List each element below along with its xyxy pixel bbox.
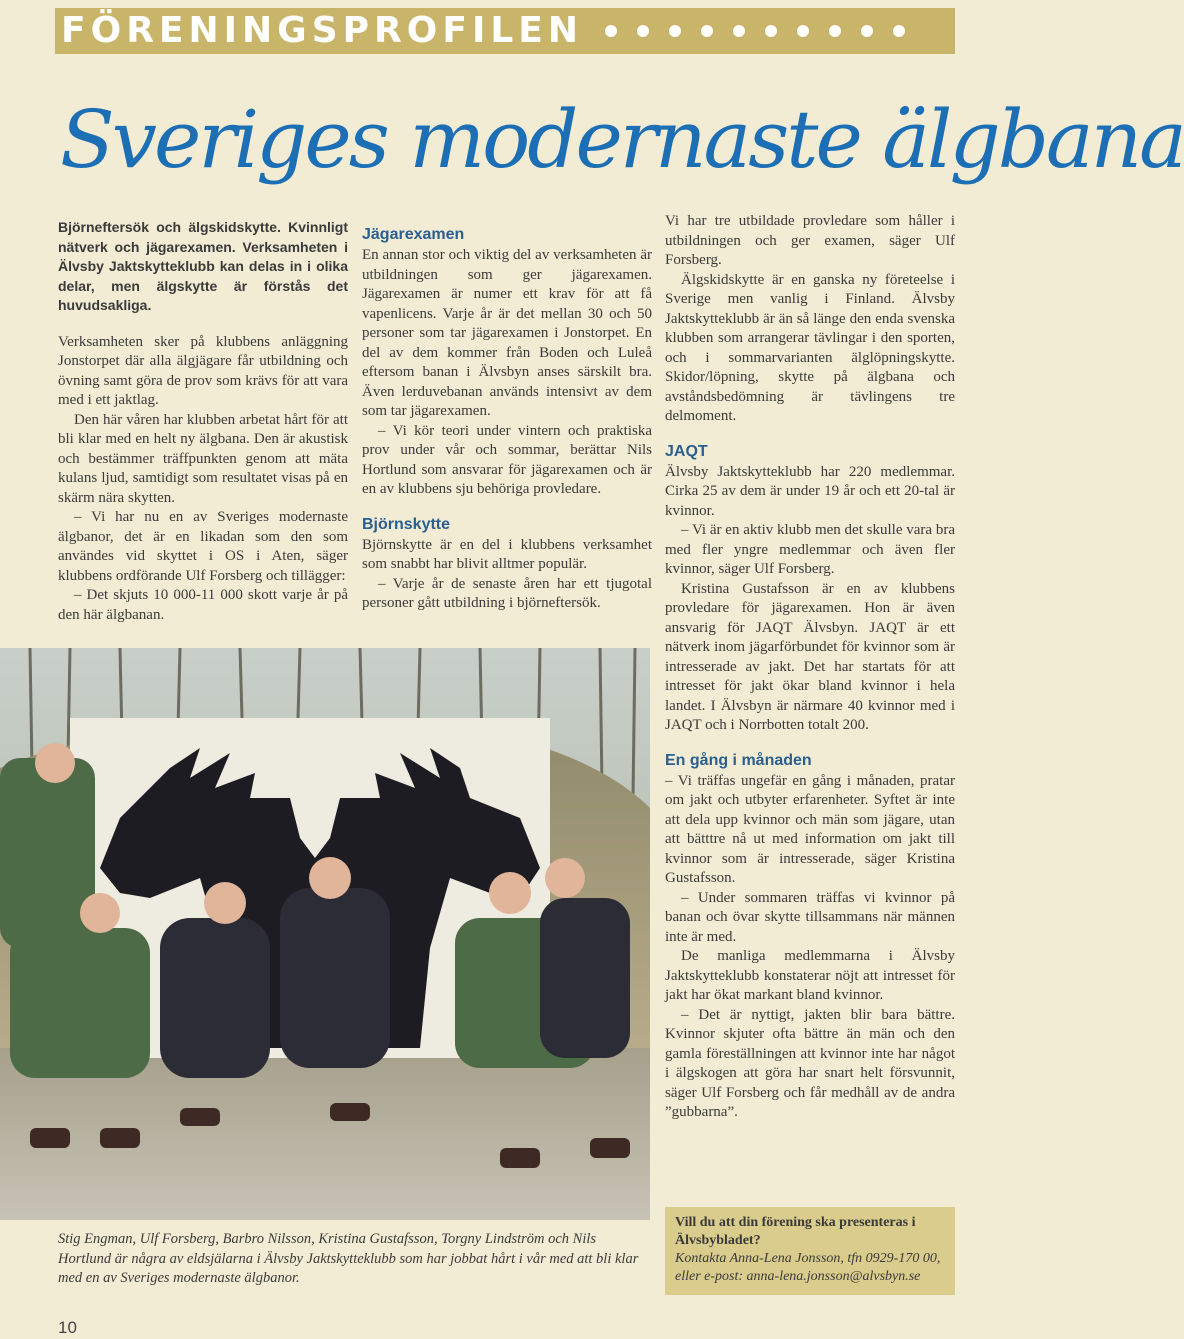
bullet-dot-icon xyxy=(765,25,777,37)
paragraph: Älvsby Jaktskytteklubb har 220 medlemmar. Cirka 25 av dem är under 19 år och ett 20-tal är kvinnor. xyxy=(665,463,955,519)
paragraph: Kristina Gustafsson är en av klubbens provledare för jägarexamen. Hon är även ansvarig för JAQT Älvsbyn. JAQT är ett nätverk inom jägarförbundet för kvinnor som är intresserade av jakt. Det har startats för att intresset för jakt ökar bland kvinnor i hela landet. I Älvsbyn är närmare 40 kvinnor med i JAQT och i Norrbotten totalt 200. xyxy=(665,580,955,733)
paragraph: – Under sommaren träffas vi kvinnor på banan och övar skytte tillsammans när männen inte är med. xyxy=(665,889,955,945)
infobox-body: Kontakta Anna-Lena Jonsson, tfn 0929-170 00, eller e-post: anna-lena.jonsson@alvsbyn.se xyxy=(675,1251,941,1284)
article-column-1 xyxy=(58,218,348,625)
bullet-dot-icon xyxy=(797,25,809,37)
paragraph: Vi har tre utbildade provledare som håller i utbildningen och ger examen, säger Ulf Forsberg. xyxy=(665,213,955,268)
paragraph: – Vi kör teori under vintern och praktiska prov under vår och sommar, berättar Nils Hortlund som ansvarar för jägarexamen och är en av klubbens sju behöriga provledare. xyxy=(362,422,652,497)
paragraph: – Vi har nu en av Sveriges modernaste älgbanor, det är en likadan som den som användes vid skyttet i OS i Aten, säger klubbens ordförande Ulf Forsberg och tillägger: xyxy=(58,509,348,584)
paragraph: Björnskytte är en del i klubbens verksamhet som snabbt har blivit alltmer populär. xyxy=(362,536,652,572)
paragraph: En annan stor och viktig del av verksamheten är utbildningen som ger jägarexamen. Jägarexamen är numer ett krav för att få vapenlicens. Varje år är det mellan 30 och 50 personer som tar jägarexamen i Jonstorpet. En del av dem kommer från Boden och Luleå eftersom banan i Älvsbyn anses särskilt bra. Även lerduvebanan används intensivt av dem som tar jägarexamen. xyxy=(362,247,652,419)
subheading: En gång i månaden xyxy=(665,751,812,769)
article-headline: Sveriges modernaste älgbana xyxy=(60,93,1184,186)
paragraph: Älgskidskytte är en ganska ny företeelse i Sverige men vanlig i Finland. Älvsby Jaktskytteklubb är än så länge den enda svenska klubben som arrangerar tävlingar i den sporten, och i sommarvarianten älglöpningskytte. Skidor/löpning, skytte på älgbana och avståndsbedömning är tävlingens tre delmoment. xyxy=(665,271,955,424)
subheading: Jägarexamen xyxy=(362,226,465,243)
group-photo xyxy=(0,648,650,1220)
paragraph: – Varje år de senaste åren har ett tjugotal personer gått utbildning i björneftersök. xyxy=(362,575,652,611)
section-banner xyxy=(55,8,955,54)
subheading: Björnskytte xyxy=(362,515,451,533)
bullet-dot-icon xyxy=(637,25,649,37)
page-number: 10 xyxy=(58,1318,77,1337)
bullet-dot-icon xyxy=(701,25,713,37)
bullet-dot-icon xyxy=(893,25,905,37)
bullet-dot-icon xyxy=(829,25,841,37)
article-column-2 xyxy=(362,224,652,614)
banner-dots xyxy=(605,25,905,37)
subheading: JAQT xyxy=(665,442,708,460)
contact-infobox xyxy=(665,1207,955,1295)
bullet-dot-icon xyxy=(669,25,681,37)
article-column-3 xyxy=(665,212,955,1123)
section-title: FÖRENINGSPROFILEN xyxy=(61,10,583,51)
paragraph: – Vi träffas ungefär en gång i månaden, pratar om jakt och utbyter erfarenheter. Syftet är inte att dela upp kvinnor och män som jägare, utan att bätttre nå ut med information om jakt till kvinnor som är intresserade, säger Kristina Gustafsson. xyxy=(665,772,955,886)
photo-caption: Stig Engman, Ulf Forsberg, Barbro Nilsson, Kristina Gustafsson, Torgny Lindström och Nils Hortlund är några av eldsjälarna i Älvsby Jaktskytteklubb som har jobbat hårt i vår med att bli klar med en av Sveriges modernaste älgbanor. xyxy=(58,1231,639,1286)
bullet-dot-icon xyxy=(733,25,745,37)
paragraph: De manliga medlemmarna i Älvsby Jaktskytteklubb konstaterar nöjt att intresset för jakt har ökat markant bland kvinnor. xyxy=(665,948,955,1003)
paragraph: – Det skjuts 10 000-11 000 skott varje år på den här älgbanan. xyxy=(58,587,348,623)
paragraph: – Vi är en aktiv klubb men det skulle vara bra med fler yngre medlemmar och även fler kvinnor, säger Ulf Forsberg. xyxy=(665,522,955,577)
paragraph: – Det är nyttigt, jakten blir bara bättre. Kvinnor skjuter ofta bättre än män och den gamla föreställningen att kvinnor inte har något i älgskogen att göra har snart helt försvunnit, säger Ulf Forsberg och får medhåll av de andra ”gubbarna”. xyxy=(665,1006,955,1120)
bullet-dot-icon xyxy=(861,25,873,37)
paragraph: Den här våren har klubben arbetat hårt för att bli klar med en helt ny älgbana. Den är akustisk och bestämmer träffpunkten genom att mäta kulans ljud, samtidigt som resultatet visas på en skärm nära skytten. xyxy=(58,411,348,506)
article-lead: Björneftersök och älgskidskytte. Kvinnligt nätverk och jägarexamen. Verksamheten i Älvsby Jaktskytteklubb kan delas in i olika delar, men älgskytte är förstås det huvudsakliga. xyxy=(58,219,348,313)
bullet-dot-icon xyxy=(605,25,617,37)
paragraph: Verksamheten sker på klubbens anläggning Jonstorpet där alla älgjägare får utbildning och övning samt göra de prov som krävs för att vara med i ett jaktlag. xyxy=(58,333,348,408)
infobox-title: Vill du att din förening ska presenteras i Älvsbybladet? xyxy=(675,1215,916,1248)
